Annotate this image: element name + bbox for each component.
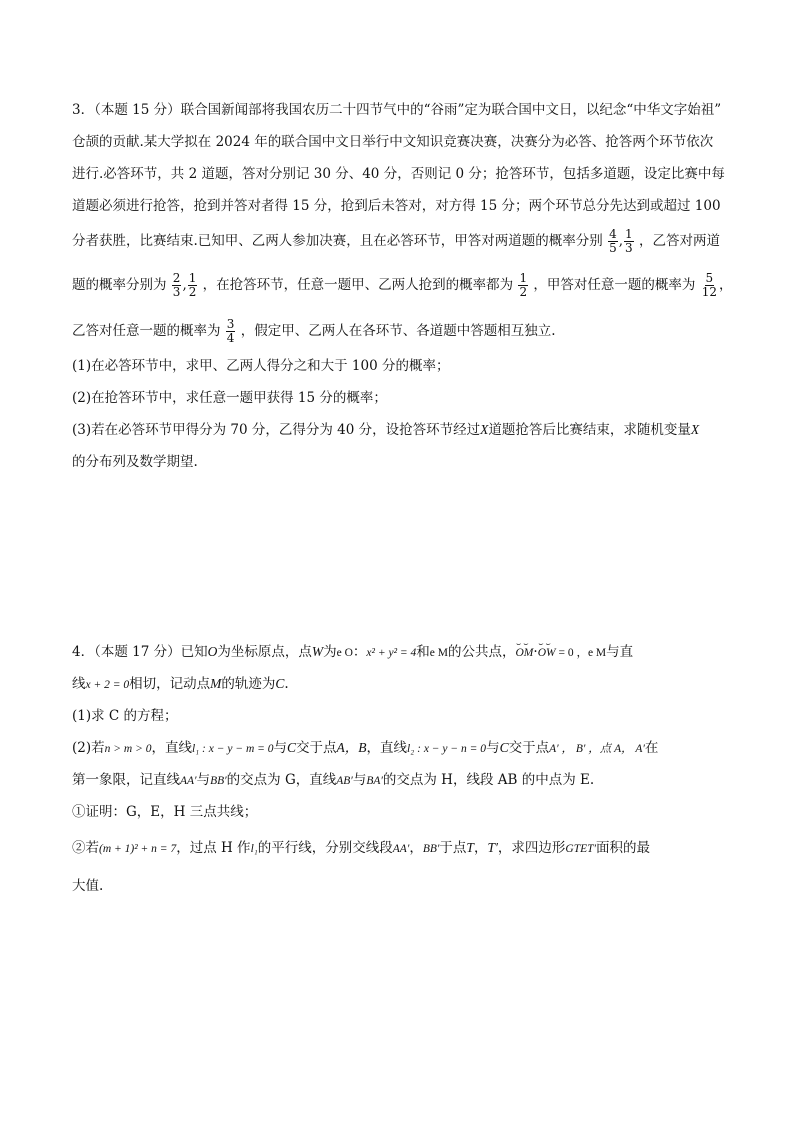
q3-part-2: (2)在抢答环节中，求任意一题甲获得 15 分的概率； [72, 390, 387, 406]
q4-part-2: (2)若n > m > 0，直线l₁ : x − y − m = 0与C交于点A，B，直线l₂ : x − y − n = 0与C交于点A′ ， B′ ，点 A， A′在 [72, 740, 659, 756]
q3-line-7: 乙答对任意一题的概率为 $\frac{3}{4}$ ，假定甲、乙两人在各环节、各道题中答题相互独立. [72, 317, 556, 345]
q4-sub-2: ②若(m + 1)² + n = 7，过点 H 作l₁的平行线，分别交线段AA′，BB′于点T，T′，求四边形GTET′面积的最 [72, 840, 651, 856]
fraction: $\frac{4}{5}$ [609, 227, 617, 255]
q4-sub-2-cont: 大值. [72, 878, 104, 894]
fraction: $\frac{1}{3}$ [625, 227, 633, 255]
q3-part-3-cont: 的分布列及数学期望. [72, 454, 198, 470]
fraction: $\frac{3}{4}$ [226, 317, 235, 345]
q4-sub-1: ①证明：G，E，H 三点共线； [72, 804, 258, 820]
q3-line-2: 仓颉的贡献.某大学拟在 2024 年的联合国中文日举行中文知识竞赛决赛，决赛分为必答、抢答两个环节依次 [72, 134, 714, 150]
q3-line-6: 题的概率分别为 $\frac{2}{3}$ , $\frac{1}{2}$ ，在抢答环节，任意一题甲、乙两人抢到的概率都为 $\frac{1}{2}$ ，甲答对任意一题的概率为 $\frac{5}{12}$ ， [72, 271, 733, 299]
q3-part-1: (1)在必答环节中，求甲、乙两人得分之和大于 100 分的概率； [72, 358, 450, 374]
q3-line-4: 道题必须进行抢答，抢到并答对者得 15 分，抢到后未答对，对方得 15 分；两个环节总分先达到或超过 100 [72, 198, 721, 214]
q4-line-1: 4．（本题 17 分）已知O为坐标原点，点W为e O：x² + y² = 4和e M的公共点，⌣⌣ OM·⌣⌣ OW = 0 ，e M与直 [72, 642, 633, 663]
q3-line-1: 3．（本题 15 分）联合国新闻部将我国农历二十四节气中的“谷雨”定为联合国中文日，以纪念“中华文字始祖” [72, 102, 722, 118]
q3-line-5: 分者获胜，比赛结束.已知甲、乙两人参加决赛，且在必答环节，甲答对两道题的概率分别 $\frac{4}{5}$ , $\frac{1}{3}$ ，乙答对两道 [72, 227, 720, 255]
fraction: $\frac{5}{12}$ [701, 271, 717, 299]
q3-line-3: 进行.必答环节，共 2 道题，答对分别记 30 分、40 分，否则记 0 分；抢答环节，包括多道题，设定比赛中每 [72, 166, 725, 182]
vector-ow: ⌣⌣ OW [538, 643, 556, 663]
fraction: $\frac{1}{2}$ [519, 271, 528, 299]
q4-part-1: (1)求 C 的方程； [72, 708, 178, 724]
vector-om: ⌣⌣ OM [516, 643, 534, 663]
fraction: $\frac{1}{2}$ [188, 271, 197, 299]
q4-line-2: 线x + 2 = 0相切，记动点M的轨迹为C. [72, 676, 289, 692]
fraction: $\frac{2}{3}$ [172, 271, 181, 299]
q3-part-3: (3)若在必答环节甲得分为 70 分，乙得分为 40 分，设抢答环节经过X道题抢答后比赛结束，求随机变量X [72, 422, 700, 438]
q4-part-2-cont: 第一象限，记直线AA′与BB′的交点为 G，直线AB′与BA′的交点为 H，线段 AB 的中点为 E. [72, 772, 595, 788]
